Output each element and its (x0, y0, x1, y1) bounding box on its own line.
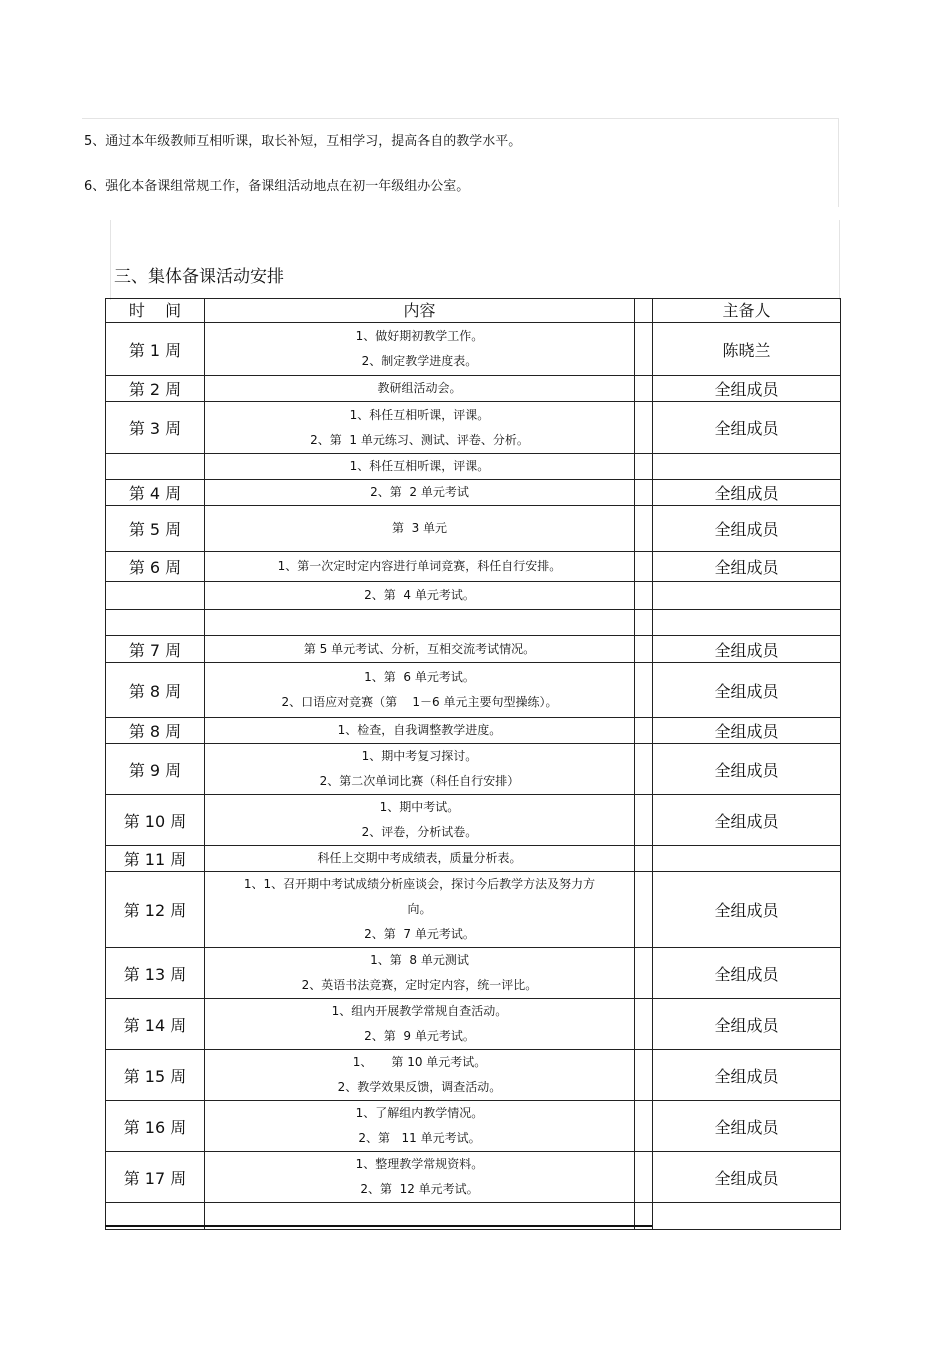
content-line: 2、第 2 单元考试 (370, 485, 469, 499)
owner-cell: 全组成员 (653, 948, 841, 999)
week-cell: 第 8 周 (106, 718, 205, 744)
owner-cell (653, 582, 841, 610)
content-cell (205, 999, 635, 1050)
content-cell (205, 1050, 635, 1101)
column-gap (635, 718, 653, 744)
week-cell (106, 610, 205, 636)
content-line: 2、教学效果反馈，调查活动。 (337, 1080, 502, 1094)
column-gap (635, 506, 653, 552)
content-line: 1、 第 10 单元考试。 (352, 1055, 487, 1069)
table-row (106, 795, 841, 846)
week-cell: 第 3 周 (106, 402, 205, 454)
section-title: 三、集体备课活动安排 (114, 267, 284, 287)
table-row (106, 480, 841, 506)
content-line: 2、评卷，分析试卷。 (361, 825, 478, 839)
table-row (106, 376, 841, 402)
content-line: 1、整理教学常规资料。 (355, 1157, 484, 1171)
content-cell (205, 582, 635, 610)
column-gap (635, 323, 653, 376)
column-gap (635, 1101, 653, 1152)
content-line: 1、做好期初教学工作。 (355, 329, 484, 343)
owner-cell (653, 1203, 841, 1230)
column-gap (635, 1152, 653, 1203)
content-line: 1、第 8 单元测试 (370, 953, 469, 967)
owner-cell: 全组成员 (653, 1050, 841, 1101)
owner-cell: 全组成员 (653, 636, 841, 663)
column-gap (635, 299, 653, 323)
content-line: 2、第 11 单元考试。 (358, 1131, 481, 1145)
content-line: 教研组活动会。 (377, 381, 462, 395)
column-gap (635, 480, 653, 506)
content-cell (205, 663, 635, 718)
table-row (106, 582, 841, 610)
week-cell: 第 16 周 (106, 1101, 205, 1152)
content-line: 第 3 单元 (391, 521, 448, 535)
owner-cell: 全组成员 (653, 999, 841, 1050)
content-line: 1、科任互相听课，评课。 (349, 459, 490, 473)
week-cell: 第 15 周 (106, 1050, 205, 1101)
content-line: 2、第 1 单元练习、测试、评卷、分析。 (310, 432, 529, 447)
content-line: 2、第 4 单元考试。 (364, 588, 475, 602)
table-row (106, 1152, 841, 1203)
content-cell (205, 846, 635, 872)
owner-cell: 全组成员 (653, 376, 841, 402)
column-gap (635, 552, 653, 582)
week-cell: 第 10 周 (106, 795, 205, 846)
content-cell (205, 506, 635, 552)
owner-cell (653, 846, 841, 872)
content-line: 1、1、召开期中考试成绩分析座谈会，探讨今后教学方法及努力方 (243, 877, 596, 891)
week-cell: 第 8 周 (106, 663, 205, 718)
content-cell (205, 1101, 635, 1152)
activity-schedule-table (105, 298, 841, 1230)
table-row (106, 1101, 841, 1152)
content-line: 1、检查，自我调整教学进度。 (337, 723, 502, 737)
column-gap (635, 663, 653, 718)
owner-cell: 全组成员 (653, 718, 841, 744)
content-cell (205, 636, 635, 663)
column-gap (635, 948, 653, 999)
column-gap (635, 846, 653, 872)
content-line: 向。 (407, 902, 432, 916)
week-cell: 第 12 周 (106, 872, 205, 948)
week-cell: 第 9 周 (106, 744, 205, 795)
header-content: 内容 (205, 299, 635, 323)
owner-cell: 全组成员 (653, 1101, 841, 1152)
week-cell: 第 17 周 (106, 1152, 205, 1203)
content-line: 2、第 12 单元考试。 (360, 1182, 479, 1196)
content-line: 2、英语书法竞赛，定时定内容，统一评比。 (301, 978, 538, 992)
week-cell: 第 4 周 (106, 480, 205, 506)
table-row (106, 402, 841, 454)
table-bottom-rule (105, 1225, 652, 1227)
column-gap (635, 376, 653, 402)
owner-cell: 全组成员 (653, 663, 841, 718)
column-gap (635, 795, 653, 846)
week-cell: 第 13 周 (106, 948, 205, 999)
intro-item-5: 5、通过本年级教师互相听课，取长补短，互相学习，提高各自的教学水平。 (84, 134, 522, 149)
content-cell (205, 1152, 635, 1203)
week-cell: 第 6 周 (106, 552, 205, 582)
content-cell (205, 948, 635, 999)
content-line: 2、第 9 单元考试。 (364, 1029, 475, 1043)
table-row (106, 663, 841, 718)
owner-cell (653, 610, 841, 636)
content-line: 2、制定教学进度表。 (361, 354, 478, 368)
table-row (106, 1050, 841, 1101)
owner-cell: 全组成员 (653, 480, 841, 506)
content-line: 1、第 6 单元考试。 (364, 670, 475, 684)
content-cell (205, 323, 635, 376)
table-header-row (106, 299, 841, 323)
column-gap (635, 582, 653, 610)
table-row (106, 744, 841, 795)
table-row (106, 506, 841, 552)
week-cell: 第 14 周 (106, 999, 205, 1050)
week-cell (106, 582, 205, 610)
week-cell: 第 5 周 (106, 506, 205, 552)
owner-cell: 全组成员 (653, 552, 841, 582)
owner-cell (653, 454, 841, 480)
table-row (106, 718, 841, 744)
content-line: 2、第二次单词比赛（科任自行安排） (319, 774, 520, 788)
table-row (106, 610, 841, 636)
content-line: 1、期中考试。 (379, 800, 460, 814)
content-line: 2、口语应对竞赛（第 1－6 单元主要句型操练）。 (281, 695, 558, 709)
page-frame-middle (110, 220, 840, 300)
column-gap (635, 744, 653, 795)
week-cell: 第 7 周 (106, 636, 205, 663)
column-gap (635, 454, 653, 480)
column-gap (635, 402, 653, 454)
owner-cell: 全组成员 (653, 402, 841, 454)
content-line: 第 5 单元考试、分析，互相交流考试情况。 (303, 641, 536, 656)
content-cell (205, 480, 635, 506)
week-cell: 第 1 周 (106, 323, 205, 376)
content-line: 1、第一次定时定内容进行单词竞赛，科任自行安排。 (277, 559, 562, 573)
table-row (106, 552, 841, 582)
content-cell (205, 744, 635, 795)
header-week: 时 间 (106, 299, 205, 323)
content-cell (205, 795, 635, 846)
owner-cell: 全组成员 (653, 744, 841, 795)
column-gap (635, 610, 653, 636)
column-gap (635, 872, 653, 948)
week-cell: 第 2 周 (106, 376, 205, 402)
header-owner: 主备人 (653, 299, 841, 323)
table-row (106, 323, 841, 376)
content-line: 1、组内开展教学常规自查活动。 (331, 1004, 508, 1018)
content-cell (205, 610, 635, 636)
table-row (106, 846, 841, 872)
table-row (106, 999, 841, 1050)
column-gap (635, 999, 653, 1050)
week-cell: 第 11 周 (106, 846, 205, 872)
owner-cell: 全组成员 (653, 795, 841, 846)
content-cell (205, 454, 635, 480)
table-row (106, 948, 841, 999)
intro-item-6: 6、强化本备课组常规工作，备课组活动地点在初一年级组办公室。 (84, 179, 470, 194)
owner-cell: 全组成员 (653, 506, 841, 552)
content-line: 科任上交期中考成绩表，质量分析表。 (317, 851, 522, 865)
content-line: 1、科任互相听课，评课。 (349, 407, 490, 422)
owner-cell: 全组成员 (653, 872, 841, 948)
content-cell (205, 402, 635, 454)
column-gap (635, 1050, 653, 1101)
owner-cell: 陈晓兰 (653, 323, 841, 376)
column-gap (635, 636, 653, 663)
content-cell (205, 718, 635, 744)
week-cell (106, 454, 205, 480)
table-row (106, 872, 841, 948)
content-cell (205, 376, 635, 402)
content-line: 2、第 7 单元考试。 (364, 927, 475, 941)
content-line: 1、期中考复习探讨。 (361, 749, 478, 763)
content-cell (205, 552, 635, 582)
content-cell (205, 872, 635, 948)
table-row (106, 454, 841, 480)
content-line: 1、了解组内教学情况。 (355, 1106, 484, 1120)
owner-cell: 全组成员 (653, 1152, 841, 1203)
table-row (106, 636, 841, 663)
